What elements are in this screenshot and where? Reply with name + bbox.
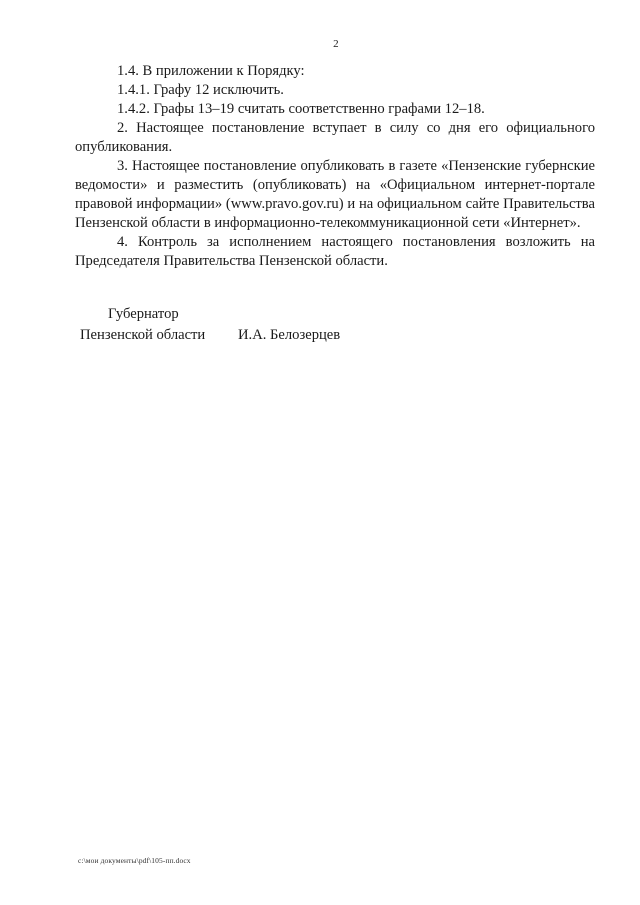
page-number: 2 — [333, 38, 339, 50]
paragraph-2: 2. Настоящее постановление вступает в силу со дня его официального опубликования. — [75, 120, 595, 155]
signature-block — [80, 304, 400, 346]
document-body — [75, 62, 595, 271]
signature-row — [80, 325, 400, 346]
paragraph-1-4: 1.4. В приложении к Порядку: — [117, 63, 305, 79]
paragraph-3: 3. Настоящее постановление опубликовать в газете «Пензенские губернские ведомости» и разместить (опубликовать) на «Официальном интернет-портале правовой информации» (www.pravo.gov.ru) и на официальном сайте Правительства Пензенской области в информационно-телекоммуникационной сети «Интернет». — [75, 158, 595, 231]
paragraph-1-4-1: 1.4.1. Графу 12 исключить. — [117, 82, 284, 98]
footer-file-path: c:\мои документы\pdf\105-пп.docx — [78, 856, 191, 865]
signatory-title-line-2: Пензенской области — [80, 327, 206, 343]
signatory-name: И.А. Белозерцев — [238, 327, 341, 343]
paragraph-4: 4. Контроль за исполнением настоящего постановления возложить на Председателя Правительства Пензенской области. — [75, 234, 595, 269]
signatory-title-line-1: Губернатор — [108, 306, 179, 322]
paragraph-1-4-2: 1.4.2. Графы 13–19 считать соответственно графами 12–18. — [117, 101, 485, 117]
